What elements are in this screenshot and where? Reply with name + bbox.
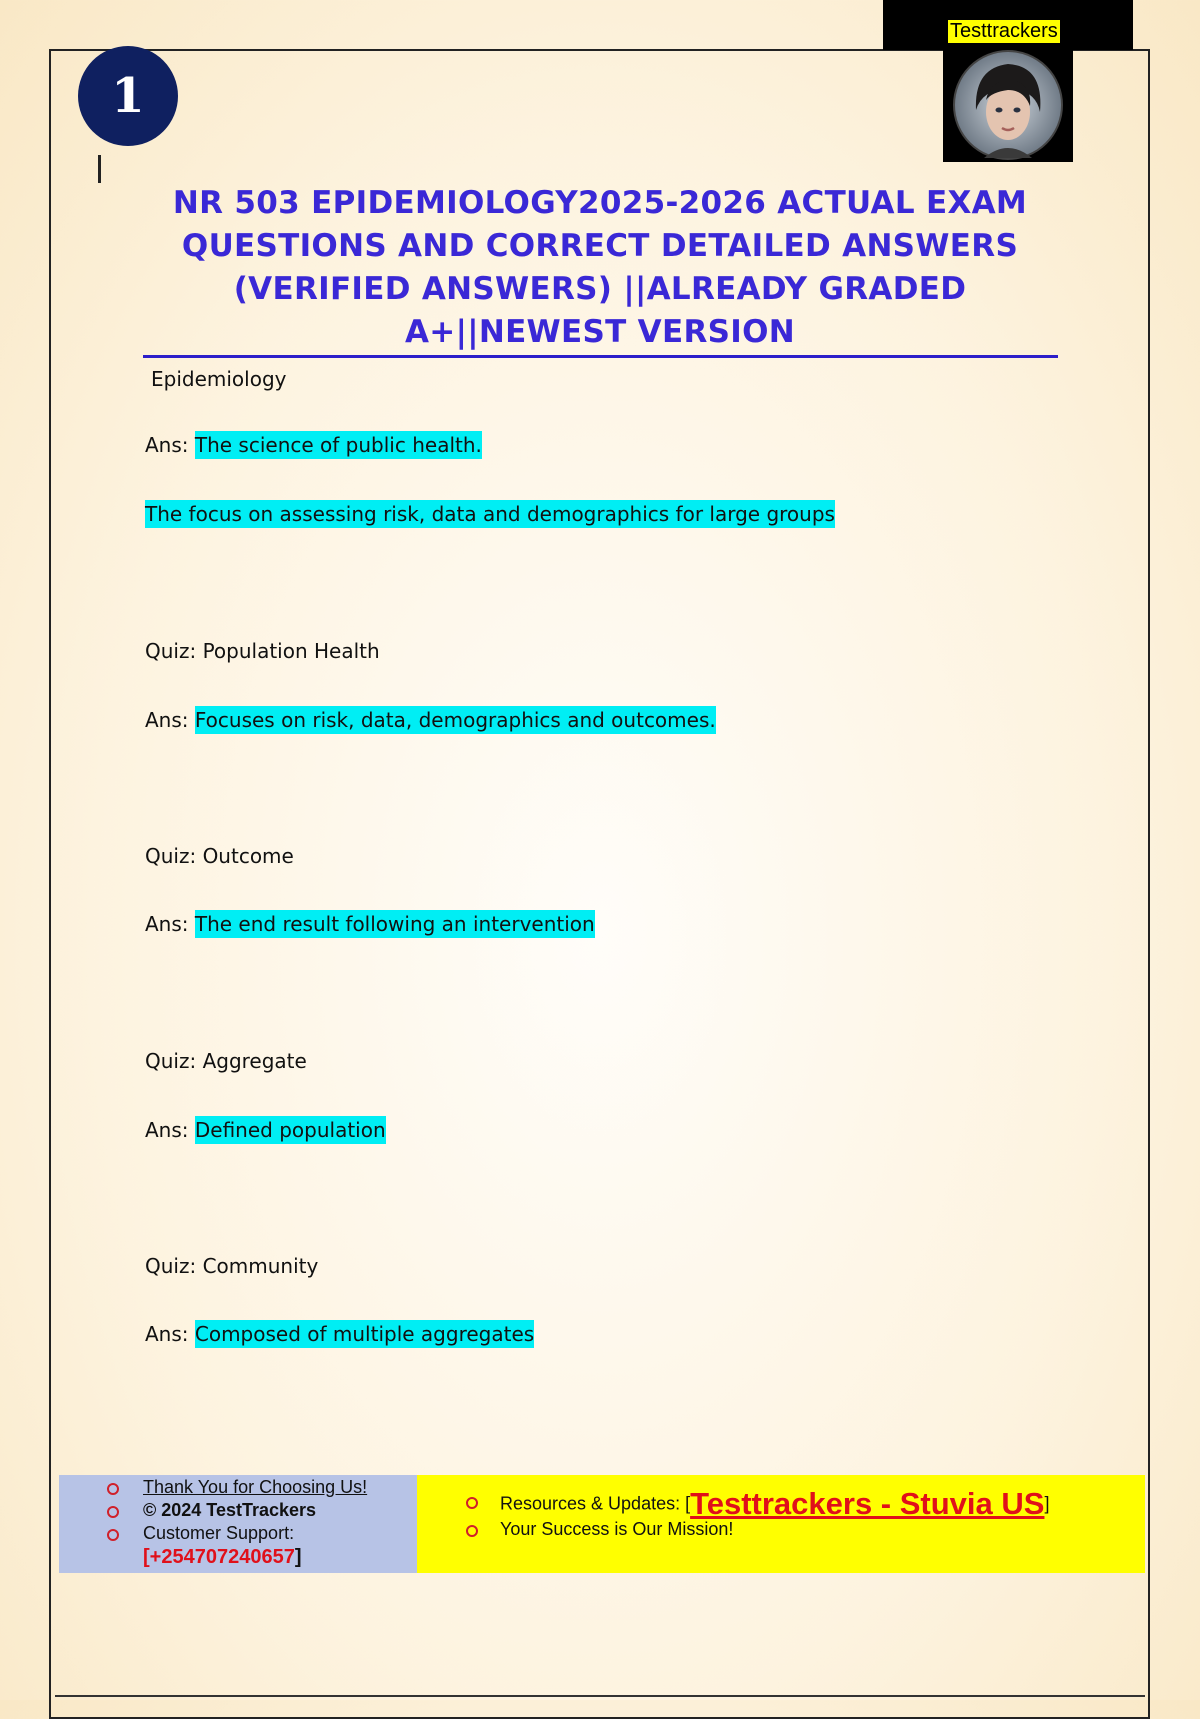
resources-bracket: ]	[1044, 1493, 1050, 1514]
ans-prefix: Ans:	[145, 708, 189, 732]
brand-avatar	[943, 48, 1073, 162]
support-label: Customer Support:	[143, 1523, 295, 1543]
stuvia-link[interactable]: Testtrackers - Stuvia US	[690, 1486, 1045, 1521]
answer-text-4: Defined population	[194, 1118, 386, 1142]
phone-bracket: ]	[294, 1546, 302, 1568]
hollow-circle-bullet-icon	[107, 1506, 119, 1518]
answer-row-4	[145, 1118, 386, 1142]
bottom-rule	[55, 1695, 1145, 1697]
hollow-circle-bullet-icon	[466, 1525, 478, 1537]
page-number-badge	[78, 46, 178, 146]
ans-prefix: Ans:	[145, 1118, 189, 1142]
answer-text-5: Composed of multiple aggregates	[194, 1322, 535, 1346]
copyright-text: © 2024 TestTrackers	[143, 1500, 317, 1520]
quiz-question-1: Quiz: Population Health	[145, 639, 380, 663]
answer-text-1-continued: The focus on assessing risk, data and demographics for large groups	[145, 502, 835, 526]
answer-row-1	[145, 433, 482, 457]
answer-text-2: Focuses on risk, data, demographics and outcomes.	[194, 708, 716, 732]
support-phone[interactable]	[143, 1546, 302, 1569]
answer-text-3: The end result following an intervention	[194, 912, 595, 936]
quiz-question-4: Quiz: Community	[145, 1254, 319, 1278]
text-cursor	[98, 155, 101, 183]
quiz-question-2: Quiz: Outcome	[145, 844, 294, 868]
resources-line	[500, 1486, 1049, 1522]
answer-row-3	[145, 912, 595, 936]
answer-row-1-continued	[145, 502, 835, 526]
resources-label: Resources & Updates: [	[500, 1493, 691, 1514]
answer-row-5	[145, 1322, 534, 1346]
thanks-link[interactable]: Thank You for Choosing Us!	[143, 1477, 368, 1497]
title-underline	[143, 355, 1058, 358]
portrait-avatar	[946, 50, 1070, 160]
hollow-circle-bullet-icon	[466, 1497, 478, 1509]
quiz-question-3: Quiz: Aggregate	[145, 1049, 307, 1073]
answer-text-1: The science of public health.	[194, 433, 482, 457]
ans-prefix: Ans:	[145, 433, 189, 457]
phone-number[interactable]: [+254707240657	[143, 1546, 295, 1568]
document-title: NR 503 EPIDEMIOLOGY2025-2026 ACTUAL EXAM QUESTIONS AND CORRECT DETAILED ANSWERS (VERIFIED ANSWERS) ||ALREADY GRADED A+||NEWEST VERSION	[172, 185, 1028, 350]
ans-prefix: Ans:	[145, 912, 189, 936]
topic-heading: Epidemiology	[151, 367, 287, 391]
hollow-circle-bullet-icon	[107, 1483, 119, 1495]
page-number: 1	[111, 68, 145, 124]
brand-label: Testtrackers	[950, 20, 1058, 42]
hollow-circle-bullet-icon	[107, 1529, 119, 1541]
ans-prefix: Ans:	[145, 1322, 189, 1346]
answer-row-2	[145, 708, 716, 732]
mission-text: Your Success is Our Mission!	[500, 1519, 734, 1539]
